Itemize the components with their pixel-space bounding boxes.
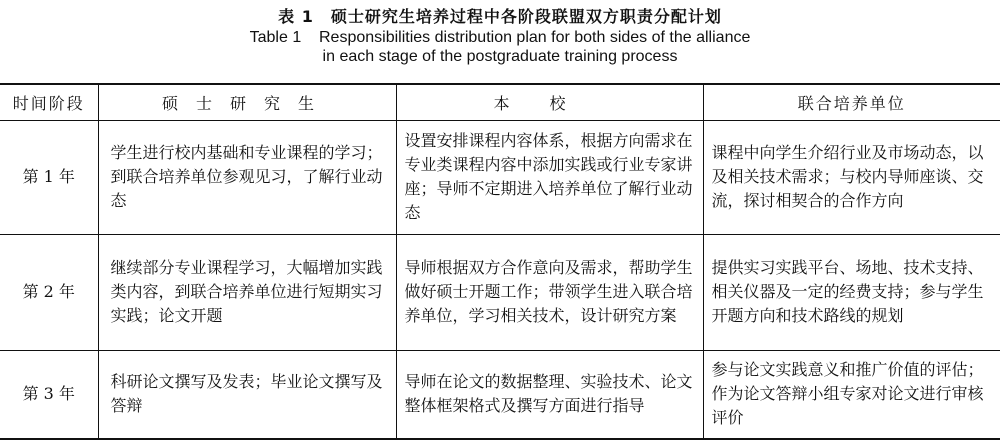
row-stage: 第 1 年 xyxy=(0,120,98,234)
table-row xyxy=(0,120,1000,234)
row-school-duty: 设置安排课程内容体系，根据方向需求在专业类课程内容中添加实践或行业专家讲座；导师不定期进入培养单位了解行业动态 xyxy=(396,120,703,234)
caption-english-line-1: Table 1 Responsibilities distribution plan for both sides of the alliance xyxy=(249,29,751,46)
row-student-duty: 科研论文撰写及发表；毕业论文撰写及答辩 xyxy=(98,350,396,439)
row-partner-duty: 提供实习实践平台、场地、技术支持、相关仪器及一定的经费支持；参与学生开题方向和技术路线的规划 xyxy=(703,234,1000,350)
row-stage: 第 3 年 xyxy=(0,350,98,439)
row-school-duty: 导师在论文的数据整理、实验技术、论文整体框架格式及撰写方面进行指导 xyxy=(396,350,703,439)
table-row xyxy=(0,350,1000,439)
header-partner: 联合培养单位 xyxy=(703,84,1000,120)
caption-chinese: 表 1 硕士研究生培养过程中各阶段联盟双方职责分配计划 xyxy=(278,7,722,26)
row-partner-duty: 课程中向学生介绍行业及市场动态，以及相关技术需求；与校内导师座谈、交流，探讨相契合的合作方向 xyxy=(703,120,1000,234)
table-row xyxy=(0,234,1000,350)
header-student: 硕士研究生 xyxy=(98,84,396,120)
header-stage: 时间阶段 xyxy=(0,84,98,120)
row-stage: 第 2 年 xyxy=(0,234,98,350)
header-school: 本校 xyxy=(396,84,703,120)
caption-english-line-2: in each stage of the postgraduate training process xyxy=(322,48,678,65)
row-student-duty: 学生进行校内基础和专业课程的学习；到联合培养单位参观见习，了解行业动态 xyxy=(98,120,396,234)
table-header-row xyxy=(0,84,1000,120)
row-student-duty: 继续部分专业课程学习，大幅增加实践类内容，到联合培养单位进行短期实习实践；论文开题 xyxy=(98,234,396,350)
table-caption xyxy=(0,0,1000,66)
row-partner-duty: 参与论文实践意义和推广价值的评估；作为论文答辩小组专家对论文进行审核评价 xyxy=(703,350,1000,439)
row-school-duty: 导师根据双方合作意向及需求，帮助学生做好硕士开题工作；带领学生进入联合培养单位，学习相关技术，设计研究方案 xyxy=(396,234,703,350)
responsibility-table xyxy=(0,83,1000,440)
